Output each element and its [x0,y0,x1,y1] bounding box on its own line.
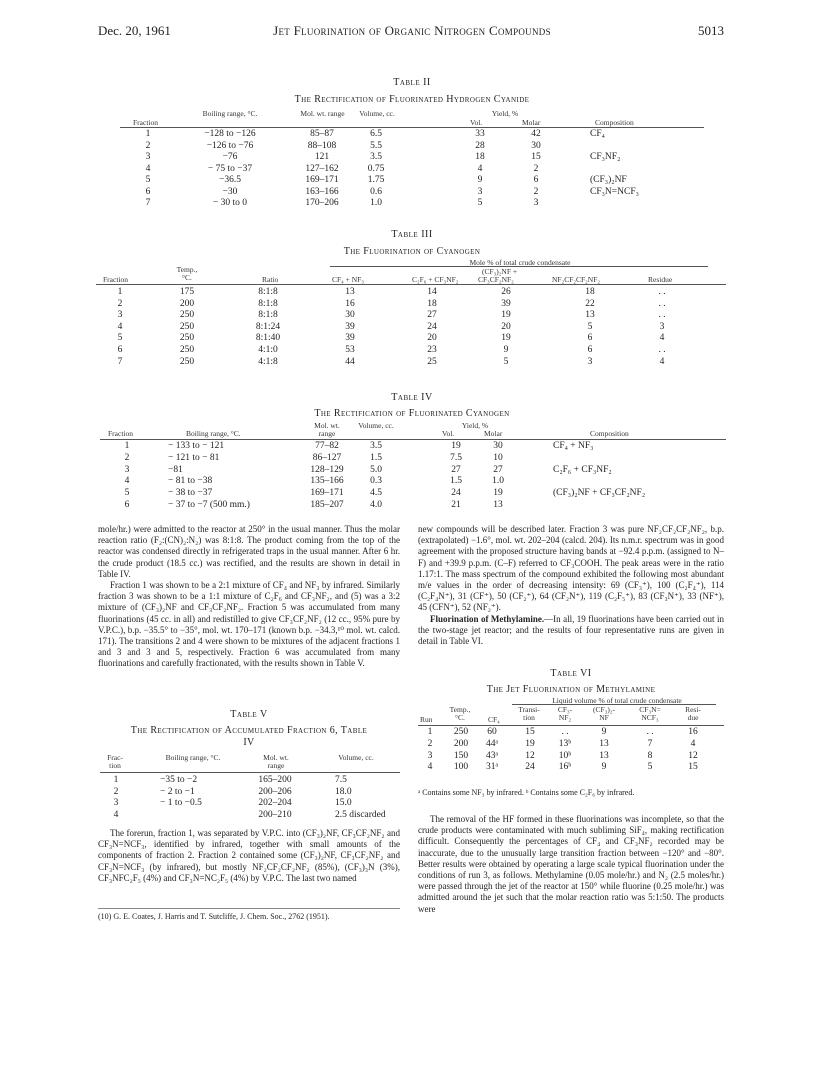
table3-group-rule [330,266,708,267]
table3-cell: 250 [179,321,195,332]
footnote-rule [98,908,400,909]
table5-title-line2: IV [243,737,255,748]
table5-label: Table V [230,709,268,720]
table4-cell: 169–171 [310,488,344,499]
table3-title: The Fluorination of Cyanogen [343,246,481,257]
table5-cell: −35 to −2 [160,775,198,785]
table4-cell: 3.5 [370,441,382,451]
table6-cell: 44ᵃ [485,738,499,749]
table3-cell: 3 [659,321,665,332]
table2-cell: 1 [145,129,151,139]
table6-cell: 16 [688,727,698,737]
table6-group-rule [512,704,716,705]
table5-header-fraction: Frac- tion [107,753,123,770]
table2-cell: 6 [145,186,151,197]
table4-cell: 0.3 [370,476,382,487]
table3-cell: 20 [501,321,511,332]
table6-cell: 24 [525,762,535,773]
table3-header-cf32nf-a: (CF₃)₂NF + [482,267,518,276]
table3-cell: 39 [501,298,511,309]
table6-cell: 43ᵃ [485,750,499,761]
table4-cell: CF₄ + NF₃ [553,441,594,451]
table5-header-bp: Boiling range, °C. [165,753,221,762]
table5-cell: 15.0 [335,798,352,809]
table4-cell: − 121 to − 81 [168,452,220,463]
table3-cell: 2 [117,298,123,309]
table5-cell: 200–206 [258,786,292,797]
table2-cell: 33 [475,129,485,139]
table4-cell: 19 [493,488,503,499]
table2-cell: 2 [533,186,539,197]
table6-header-residue: Resi- due [685,705,701,722]
table3-cell: . . [658,310,666,321]
left-paragraph-3: The forerun, fraction 1, was separated by V.P.C. into (CF₃)₂NF, CF₃CF₂NF₂ and CF₃N=NCF₃, identified by infrared, together with small amounts of the components of fraction 2. Fraction 2 contained some (CF₃)₂NF, CF₃CF₂NF₂ and CF₃N=NCF₃ (by infrared), but mostly NF₂CF₂CF₂NF₂ (85%), (CF₃)₃N (3%), CF₃NFC₂F₅ (4%) and CF₃N=NC₂F₅ (4%) by V.P.C. The last two named [98,828,400,883]
table2-cell: 28 [475,140,485,151]
table3-header-ratio: Ratio [262,275,279,284]
table3-cell: 5 [587,321,593,332]
table4-header-composition: Composition [590,429,629,438]
right-column [418,524,724,647]
left-column-lower [98,828,400,884]
table3-cell: 250 [179,310,195,321]
table3-cell: 8:1:24 [255,321,281,332]
table6-label: Table VI [550,668,592,679]
table2-cell: 3 [477,186,483,197]
header-date: Dec. 20, 1961 [98,23,171,38]
table3-cell: . . [658,298,666,309]
table4-cell: (CF₃)₂NF + CF₃CF₂NF₂ [553,488,646,499]
table4-cell: 10 [493,452,503,463]
table6-cell: 250 [453,727,469,737]
table3-cell: 3 [117,310,123,321]
table4-cell: 1.5 [370,452,382,463]
table3-header-fraction: Fraction [103,275,128,284]
table3-cell: 6 [587,333,593,344]
table6-cell: . . [561,727,569,737]
table5-cell: 165–200 [258,775,292,785]
table3-cell: 14 [427,287,437,297]
table2-cell: 3 [145,152,151,162]
table2-cell: 169–171 [305,175,339,185]
table2-cell: 88–108 [307,140,337,151]
table3-cell: . . [658,345,666,355]
table4-cell: −81 [168,464,183,475]
table2-cell: 3.5 [370,152,382,162]
table5-cell: 202–204 [258,798,292,809]
table4-cell: 5.0 [370,464,382,475]
table4-cell: 2 [124,452,130,463]
right-paragraph-2-text: —In all, 19 fluorinations have been carried out in the two-stage jet reactor; and the results of four representative runs are given in detail in Table VI. [418,613,724,647]
table2-cell: 1.0 [370,198,382,208]
table6-header-cf3n-ncf3: CF₃N= NCF₃ [639,705,661,722]
table2-cell: 2 [533,163,539,174]
table4-cell: 1 [124,441,130,451]
table6-cell: 12 [688,750,698,761]
table2-cell: 5.5 [370,140,382,151]
header-title: Jet Fluorination of Organic Nitrogen Compounds [273,23,551,38]
table3-cell: 4:1:8 [258,356,278,367]
table6-header-cf3nf2: CF₃- NF₂ [557,705,573,722]
table4-cell: 27 [451,464,461,475]
table3-header-c2f6-cf3nf2: C₂F₆ + CF₃NF₂ [412,275,459,284]
table3-cell: 53 [345,345,355,355]
table2-cell: 6.5 [370,129,382,139]
table2-cell: − 30 to 0 [212,198,248,208]
table6-cell: 13 [599,738,609,749]
table4-cell: 3 [124,464,130,475]
table6-rule [418,725,724,726]
table4-cell: − 133 to − 121 [168,441,225,451]
table2-header-fraction: Fraction [133,118,158,127]
table3-cell: 5 [503,356,509,367]
table3-cell: 25 [427,356,437,367]
table5-cell: 200–210 [258,809,292,820]
table3-cell: 7 [117,356,123,367]
table5-cell: 2 [113,786,119,797]
table3-rule [96,284,726,285]
table4-label: Table IV [391,392,433,403]
table5-header-volume: Volume, cc. [338,753,374,762]
table6-cell: 3 [427,750,433,761]
table2-cell: 0.6 [370,186,382,197]
table6-header-cf32nf: (CF₃)₂- NF [593,705,615,722]
table6-cell: 9 [601,727,607,737]
table6-cell: 60 [487,727,497,737]
table6-cell: 16ᵇ [558,762,572,773]
table2-cell: − 75 to −37 [207,163,253,174]
table3-cell: 18 [427,298,437,309]
table2-cell: 4 [477,163,483,174]
table5-cell: − 1 to −0.5 [160,798,202,809]
table2-header-yield: Yield, % [491,109,519,118]
right-paragraph-2 [418,614,724,648]
table4-header-fraction: Fraction [108,429,133,438]
table4-cell: 6 [124,500,130,510]
table3-cell: 175 [179,287,195,297]
table2-label: Table II [393,77,431,88]
table5-cell: 2.5 discarded [335,809,386,820]
table2-cell: 5 [477,198,483,208]
table3-header-cf4-nf3: CF₄ + NF₃ [332,275,364,284]
table3-cell: 30 [345,310,355,321]
table3-cell: . . [658,287,666,297]
table3-cell: 4 [117,321,123,332]
table4-cell: 27 [493,464,503,475]
table6-cell: 15 [688,762,698,773]
table4-cell: 1.0 [492,476,504,487]
table6-cell: 31ᵃ [485,762,499,773]
right-paragraph-1: new compounds will be described later. Fraction 3 was pure NF₂CF₂CF₂NF₂, b.p. (extrapolated) −1.6°, mol. wt. 202–204 (calcd. 204). Its n.m.r. spectrum was in good agreement with the proposed structure having bands at −92.4 p.p.m. (assigned to N–F) and +39.9 p.p.m. (C–F) referred to CF₃COOH. The peak areas were in the ratio 1.17:1. The mass spectrum of the compound exhibited the following most abundant m/e values in the order of decreasing intensity: 69 (CF₃⁺), 100 (C₂F₄⁺), 114 (C₂F₄N⁺), 31 (CF⁺), 50 (CF₂⁺), 64 (CF₂N⁺), 119 (C₂F₅⁺), 83 (CF₃N⁺), 33 (NF⁺), 45 (CFN⁺), 52 (NF₂⁺). [418,524,724,613]
table2-header-bp: Boiling range, °C. [202,109,258,118]
table4-cell: 30 [493,441,503,451]
table3-cell: 8:1:8 [258,310,278,321]
footnote-10: (10) G. E. Coates, J. Harris and T. Sutcliffe, J. Chem. Soc., 2762 (1951). [98,912,330,921]
table3-cell: 39 [345,321,355,332]
table2-cell: CF₃NF₂ [590,152,621,162]
table2-cell: −76 [222,152,238,162]
table6-cell: 12 [525,750,535,761]
table4-cell: 21 [451,500,461,510]
table4-header-yield-molar: Molar [484,429,503,438]
table4-cell: 135–166 [310,476,344,487]
table4-header-bp: Boiling range, °C. [186,429,241,438]
table3-cell: 24 [427,321,437,332]
table6-title: The Jet Fluorination of Methylamine [486,684,656,695]
table2-cell: 3 [533,198,539,208]
table3-cell: 19 [501,333,511,344]
table6-cell: 150 [453,750,469,761]
table3-cell: 5 [117,333,123,344]
table6-cell: 2 [427,738,433,749]
table6-cell: 200 [453,738,469,749]
table6-notes: ᵃ Contains some NF₃ by infrared. ᵇ Contains some C₂F₆ by infrared. [418,788,635,797]
table2-cell: 2 [145,140,151,151]
table2-cell: 7 [145,198,151,208]
table4-cell: − 38 to −37 [168,488,213,499]
table2-cell: −126 to −76 [206,140,254,151]
table3-cell: 13 [585,310,595,321]
table2-header-composition: Composition [595,118,634,127]
table6-header-run: Run [420,715,433,724]
table2-cell: 30 [531,140,541,151]
table5-header-mw: Mol. wt. range [263,753,289,770]
table4-rule [100,439,726,440]
right-column-lower [418,814,724,915]
table2-header-yield-vol: Vol. [470,118,483,127]
table2-cell: 9 [477,175,483,185]
table3-cell: 8:1:8 [258,298,278,309]
table6-cell: 10ᵇ [558,750,572,761]
table3-header-cf32nf-b: CF₃CF₂NF₂ [478,275,514,284]
table3-cell: 9 [503,345,509,355]
table3-cell: 26 [501,287,511,297]
table2-cell: 5 [145,175,151,185]
table4-header-mw: Mol. wt. range [314,421,340,438]
table6-cell: 4 [690,738,696,749]
table4-header-volume: Volume, cc. [358,421,394,430]
table6-cell: 15 [525,727,535,737]
table4-cell: 4.5 [370,488,382,499]
table6-header-group: Liquid volume % of total crude condensate [552,696,682,705]
table2-cell: −36.5 [219,175,241,185]
table4-cell: − 81 to −38 [168,476,213,487]
table4-title: The Rectification of Fluorinated Cyanogen [314,408,510,419]
table2-cell: 6 [533,175,539,185]
table4-cell: C₂F₆ + CF₃NF₂ [553,464,612,475]
table3-header-temp: Temp., °C. [176,265,198,282]
table6-cell: 7 [647,738,653,749]
table3-cell: 3 [587,356,593,367]
table4-cell: 185–207 [310,500,344,510]
table3-cell: 4 [659,333,665,344]
table4-cell: 24 [451,488,461,499]
table4-cell: 7.5 [450,452,462,463]
table3-cell: 16 [345,298,355,309]
table4-header-yield: Yield, % [461,421,489,430]
table3-header-nf2cf2cf2nf2: NF₂CF₂CF₂NF₂ [552,275,600,284]
table4-cell: 1.5 [450,476,462,487]
table5-cell: − 2 to −1 [160,786,195,797]
table5-cell: 7.5 [335,775,347,785]
table4-cell: 128–129 [310,464,344,475]
table3-cell: 20 [427,333,437,344]
table4-cell: 4.0 [370,500,382,510]
table6-cell: 1 [427,727,433,737]
table2-header-mw: Mol. wt. range [300,109,345,118]
table2-cell: 15 [531,152,541,162]
header-page-number: 5013 [698,23,724,38]
table4-cell: 5 [124,488,130,499]
table6-cell: 100 [453,762,469,773]
table3-cell: 6 [587,345,593,355]
table4-cell: 86–127 [312,452,342,463]
table3-label: Table III [391,229,433,240]
table3-cell: 13 [345,287,355,297]
table3-cell: 250 [179,345,195,355]
section-heading-methylamine: Fluorination of Methylamine. [430,613,545,624]
table3-cell: 44 [345,356,355,367]
table6-cell: 19 [525,738,535,749]
table2-cell: 0.75 [367,163,385,174]
table3-cell: 250 [179,333,195,344]
table6-cell: 5 [647,762,653,773]
table3-cell: 200 [179,298,195,309]
table3-cell: 23 [427,345,437,355]
table4-cell: 13 [493,500,503,510]
table5-cell: 3 [113,798,119,809]
table2-rule [120,127,704,128]
table3-cell: 6 [117,345,123,355]
table3-cell: 4:1:0 [258,345,278,355]
table4-cell: 77–82 [315,441,339,451]
table2-title: The Rectification of Fluorinated Hydrogen Cyanide [294,94,530,105]
table3-cell: 22 [585,298,595,309]
table2-cell: CF₃N=NCF₃ [590,186,639,197]
table6-header-transition: Transi- tion [518,705,540,722]
table5-cell: 18.0 [335,786,352,797]
table4-cell: 19 [451,441,461,451]
table4-cell: − 37 to −7 (500 mm.) [168,500,250,510]
left-column [98,524,400,670]
table6-cell: 8 [647,750,653,761]
table6-cell: 13ᵇ [558,738,572,749]
table6-cell: 4 [427,762,433,773]
table2-cell: 85–87 [310,129,334,139]
table3-cell: 19 [501,310,511,321]
table6-cell: . . [646,727,654,737]
table2-cell: 1.75 [367,175,385,185]
table3-header-residue: Residue [648,275,673,284]
table5-title-line1: The Rectification of Accumulated Fraction 6, Table [130,725,368,736]
right-paragraph-3: The removal of the HF formed in these fluorinations was incomplete, so that the crude products were contaminated with much subliming SiF₄, making rectification difficult. Consequently the percentages of CF₄ and CF₃NF₂ recorded may be inaccurate, due to the unusually large transition fraction between −120° and −80°. Better results were obtained by operating a large scale typical fluorination under the conditions of run 3, as follows. Methylamine (0.05 mole/hr.) and N₂ (2.5 moles/hr.) were passed through the jet of the reactor at 150° while fluorine (0.25 mole/hr.) was admitted around the jet such that the molar reaction ratio was 5:1:50. The products were [418,814,724,914]
table2-header-volume: Volume, cc. [359,109,395,118]
table3-cell: 250 [179,356,195,367]
table2-cell: 42 [531,129,541,139]
table3-header-group: Mole % of total crude condensate [469,258,571,267]
table2-cell: −128 to −126 [204,129,256,139]
left-paragraph-1: mole/hr.) were admitted to the reactor at 250° in the usual manner. Thus the molar reaction ratio (F₂:(CN)₂:N₂) was 8:1:8. The product coming from the top of the reactor was condensed directly in refrigerated traps in the usual manner. After 6 hr. the crude product (18.5 cc.) was rectified, and the results are shown in detail in Table IV. [98,524,400,579]
table6-cell: 13 [599,750,609,761]
table4-cell: 4 [124,476,130,487]
table5-cell: 4 [113,809,119,820]
table6-header-cf4: CF₄ [488,715,500,724]
table3-cell: 8:1:8 [258,287,278,297]
table3-cell: 27 [427,310,437,321]
table2-cell: 4 [145,163,151,174]
table2-cell: 18 [475,152,485,162]
table2-cell: 121 [314,152,330,162]
table2-header-yield-molar: Molar [522,118,541,127]
table2-cell: 127–162 [305,163,339,174]
table3-cell: 4 [659,356,665,367]
table3-cell: 8:1:40 [255,333,281,344]
table5-rule [100,772,400,773]
table5-cell: 1 [113,775,119,785]
table2-cell: 170–206 [305,198,339,208]
table2-cell: CF₄ [590,129,605,139]
table2-cell: −30 [222,186,238,197]
table4-header-yield-vol: Vol. [442,429,455,438]
table3-cell: 39 [345,333,355,344]
table2-cell: 163–166 [305,186,339,197]
table6-header-temp: Temp., °C. [449,705,471,722]
table3-cell: 18 [585,287,595,297]
table6-cell: 9 [601,762,607,773]
left-paragraph-2: Fraction 1 was shown to be a 2:1 mixture of CF₄ and NF₃ by infrared. Similarly fraction 3 was shown to be a 1:1 mixture of C₂F₆ and CF₃NF₂, and (5) was a 3:2 mixture of (CF₃)₂NF and CF₃CF₂NF₂. Fraction 5 was accumulated from many fluorinations (45 cc. in all) and redistilled to give CF₃CF₂NF₂ (12 cc., 95% pure by V.P.C.), b.p. −35.5° to −35°, mol. wt. 170–171 (known b.p. −34.3,¹⁰ mol. wt. calcd. 171). The transitions 2 and 4 were shown to be mixtures of the adjacent fractions 1 and 3 and 3 and 5, respectively. Fraction 6 was accumulated from many fluorinations and carefully fractionated, with the results shown in Table V. [98,580,400,669]
table2-cell: (CF₃)₂NF [590,175,627,185]
table3-cell: 1 [117,287,123,297]
